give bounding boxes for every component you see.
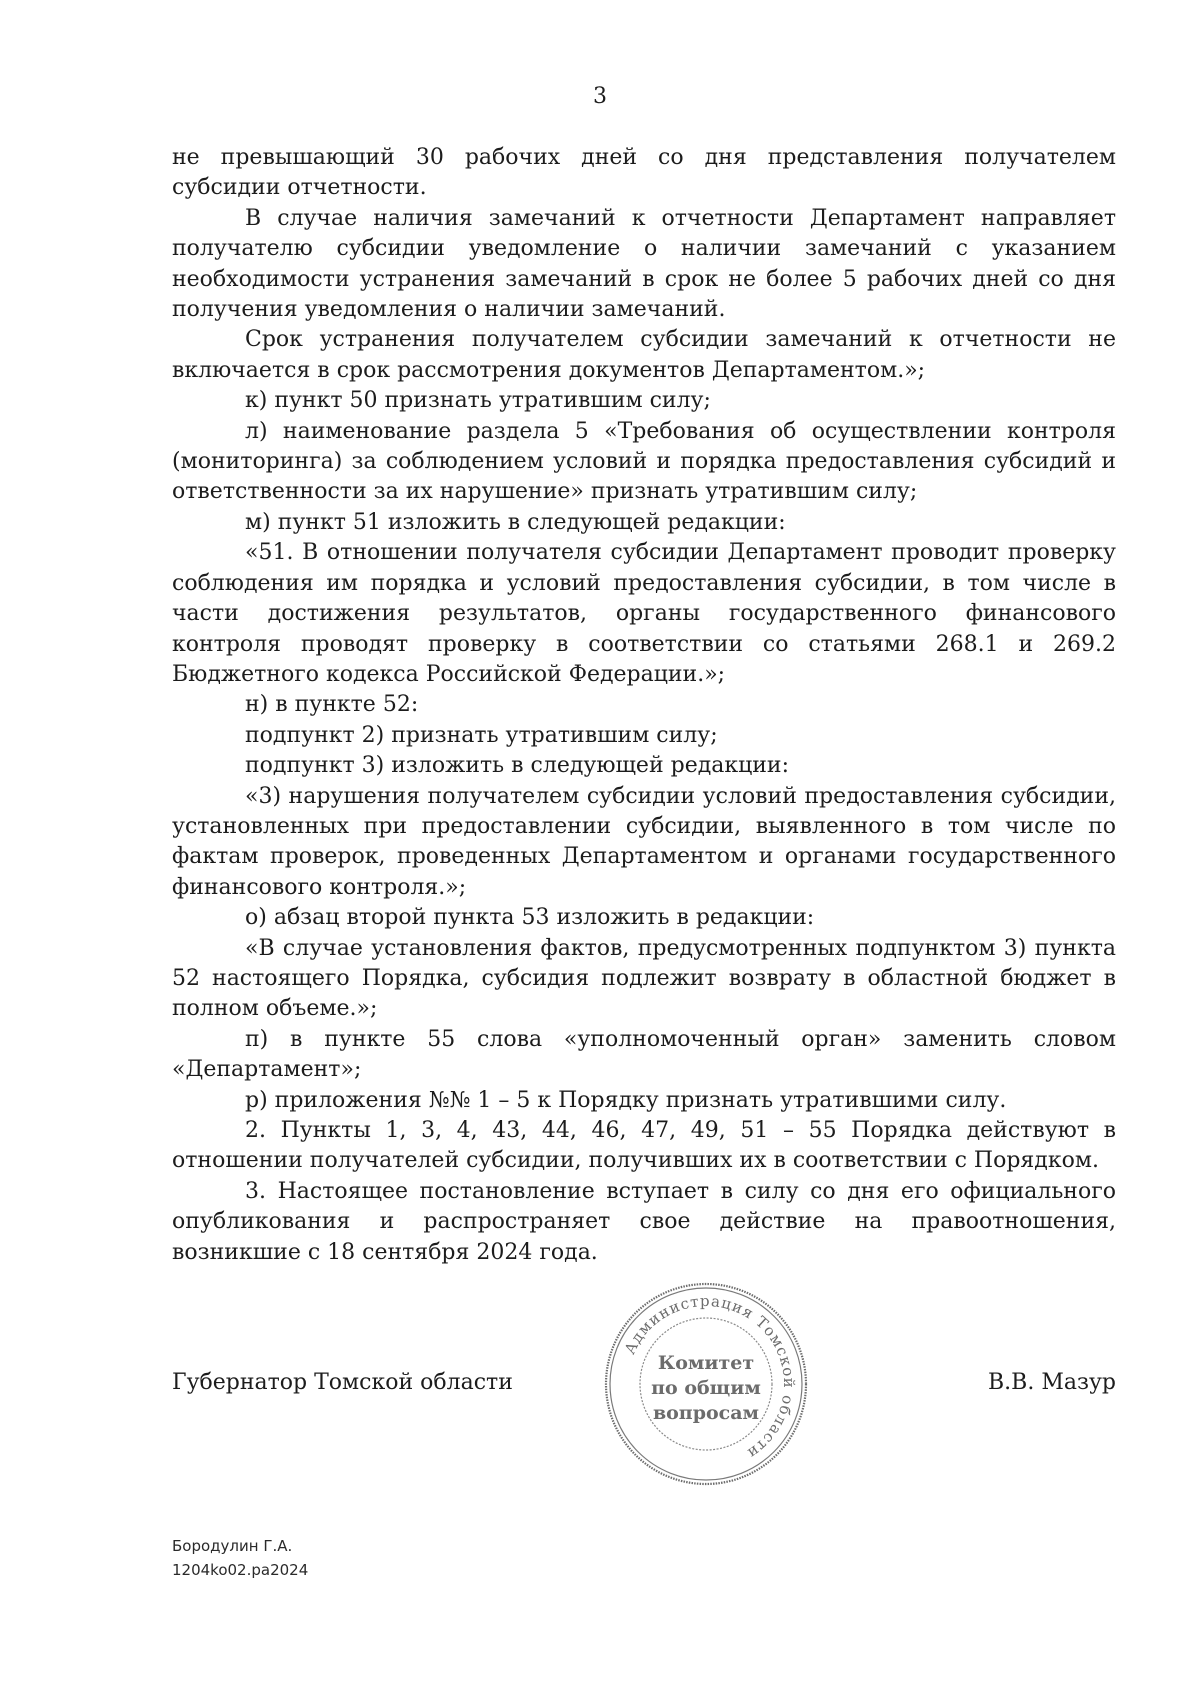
paragraph-subitem-3: подпункт 3) изложить в следующей редакции:	[245, 753, 790, 779]
paragraph-section-3: 3. Настоящее постановление вступает в силу со дня его официального опубликования и распространяет свое действие на правоотношения, возникшие с 18 сентября 2024 года.	[172, 1178, 1116, 1265]
footer-author: Бородулин Г.А.	[172, 1537, 293, 1555]
paragraph-item-m: м) пункт 51 изложить в следующей редакции:	[245, 509, 786, 535]
paragraph-subitem-2: подпункт 2) признать утратившим силу;	[245, 722, 718, 748]
paragraph-remarks-deadline: Срок устранения получателем субсидии замечаний к отчетности не включается в срок рассмотрения документов Департаментом.»;	[172, 327, 1116, 383]
document-body	[172, 143, 1116, 1268]
paragraph-subitem-3-text: «3) нарушения получателем субсидии условий предоставления субсидии, установленных при предоставлении субсидии, выявленного в том числе по фактам проверок, проведенных Департаментом и органами государственного финансового контроля.»;	[172, 783, 1116, 900]
paragraph-item-l: л) наименование раздела 5 «Требования об осуществлении контроля (мониторинга) за соблюдением условий и порядка предоставления субсидий и ответственности за их нарушение» признать утратившим силу;	[172, 418, 1116, 505]
paragraph-clause-51: «51. В отношении получателя субсидии Департамент проводит проверку соблюдения им порядка и условий предоставления субсидии, в том числе в части достижения результатов, органы государственного финансового контроля проводят проверку в соответствии со статьями 268.1 и 269.2 Бюджетного кодекса Российской Федерации.»;	[172, 540, 1116, 687]
paragraph-item-k: к) пункт 50 признать утратившим силу;	[245, 388, 711, 414]
stamp-line-3: вопросам	[652, 1402, 760, 1424]
stamp-line-1: Комитет	[657, 1352, 755, 1374]
official-stamp	[601, 1279, 811, 1489]
paragraph-item-r: р) приложения №№ 1 – 5 к Порядку признать утратившими силу.	[245, 1087, 1007, 1113]
paragraph-item-n: н) в пункте 52:	[245, 692, 419, 718]
stamp-line-2: по общим	[651, 1377, 761, 1399]
paragraph-continuation: не превышающий 30 рабочих дней со дня представления получателем субсидии отчетности.	[172, 145, 1116, 201]
paragraph-section-2: 2. Пункты 1, 3, 4, 43, 44, 46, 47, 49, 51 – 55 Порядка действуют в отношении получателей субсидии, получивших их в соответствии с Порядком.	[172, 1118, 1116, 1174]
signatory-name: В.В. Мазур	[988, 1370, 1116, 1395]
paragraph-remarks-notice: В случае наличия замечаний к отчетности Департамент направляет получателю субсидии уведомление о наличии замечаний с указанием необходимости устранения замечаний в срок не более 5 рабочих дней со дня получения уведомления о наличии замечаний.	[172, 205, 1116, 323]
document-footer	[172, 1534, 308, 1582]
signatory-title: Губернатор Томской области	[172, 1370, 513, 1395]
stamp-ring-text: Администрация Томской области	[620, 1291, 799, 1463]
page-number: 3	[593, 84, 607, 109]
paragraph-clause-53: «В случае установления фактов, предусмотренных подпунктом 3) пункта 52 настоящего Порядка, субсидия подлежит возврату в областной бюджет в полном объеме.»;	[172, 935, 1116, 1022]
stamp-center-text	[601, 1351, 811, 1426]
paragraph-item-o: о) абзац второй пункта 53 изложить в редакции:	[245, 905, 815, 931]
paragraph-item-p: п) в пункте 55 слова «уполномоченный орган» заменить словом «Департамент»;	[172, 1026, 1116, 1083]
footer-doc-code: 1204ko02.pa2024	[172, 1561, 309, 1579]
